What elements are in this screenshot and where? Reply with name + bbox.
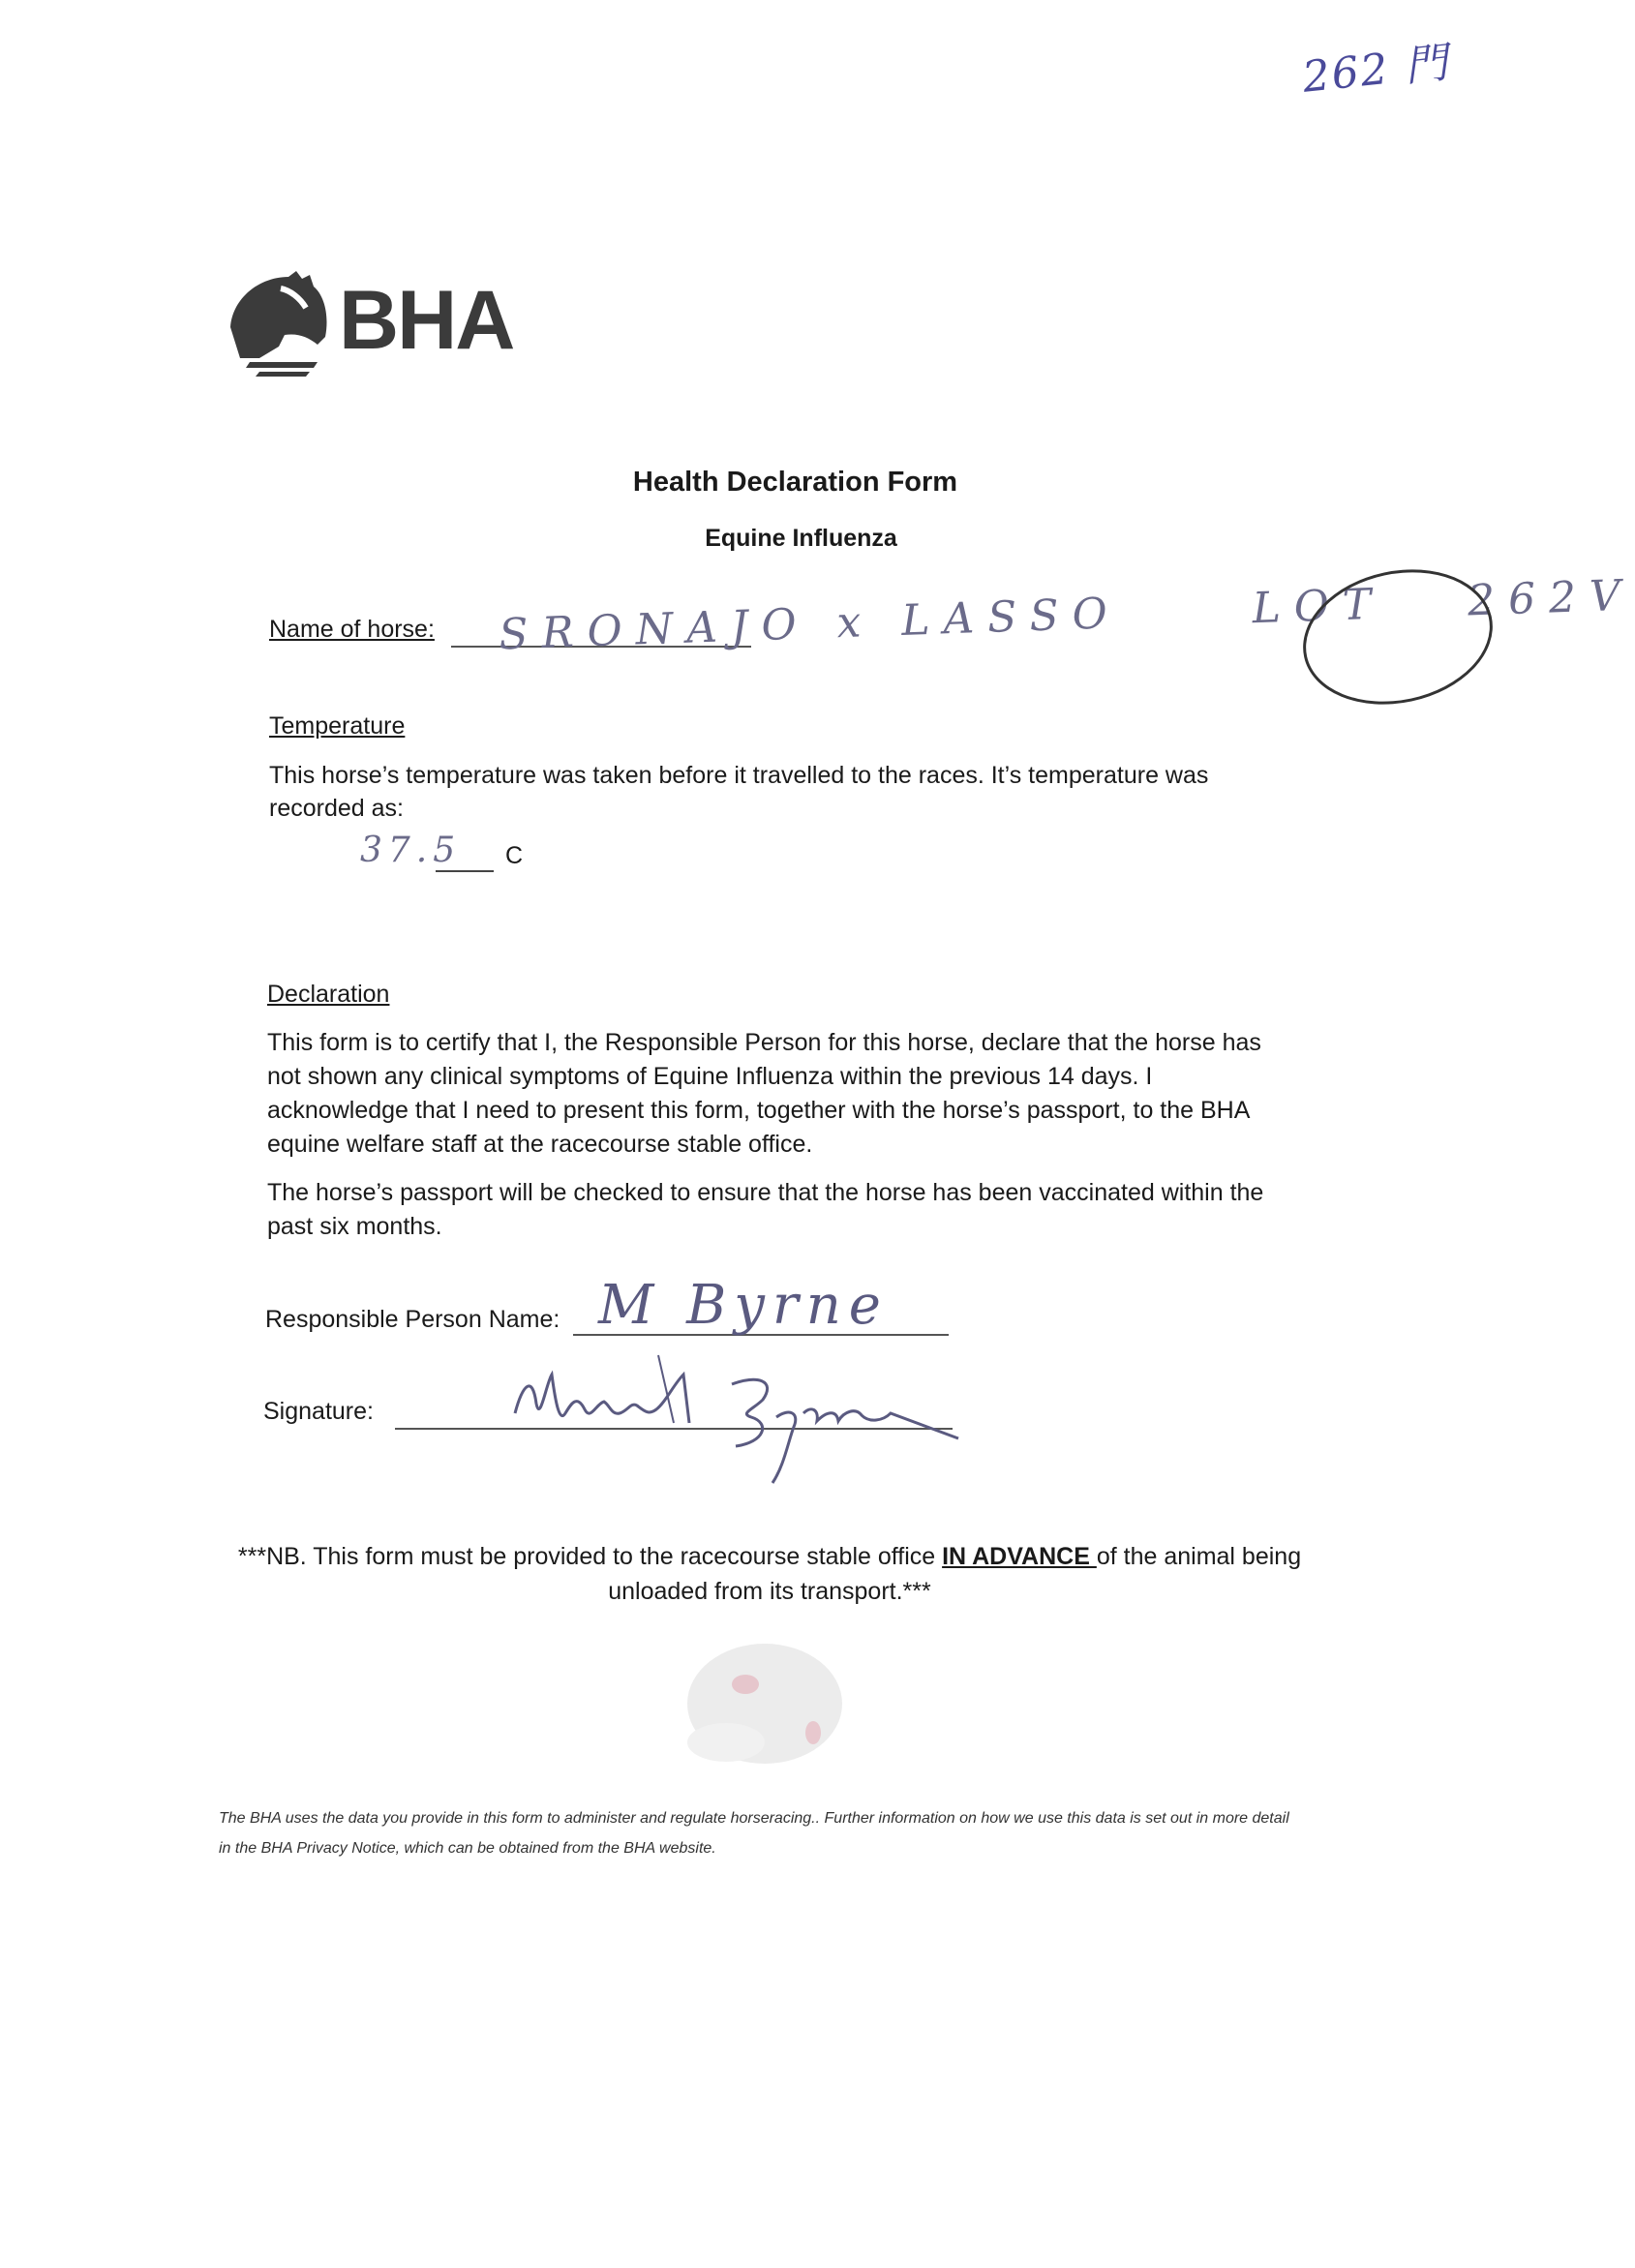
- corner-handwritten-note: 262 門: [1300, 38, 1452, 103]
- declaration-text: This form is to certify that I, the Responsible Person for this horse, declare that the horse has not shown any clinical symptoms of Equine Influenza within the previous 14 days. I acknowledge that I need to present this form, together with the horse’s passport, to the BHA equine welfare staff at the racecourse stable office.: [267, 1029, 1261, 1158]
- horse-name-value: SRONAJO x LASSO: [498, 589, 1122, 660]
- form-title-text: Health Declaration Form: [632, 467, 958, 498]
- form-subtitle-text: Equine Influenza: [705, 525, 897, 552]
- signature-scribble: [503, 1346, 968, 1491]
- form-title: [0, 467, 1594, 499]
- logo-text: BHA: [339, 274, 514, 367]
- nb-notice-emphasis: IN ADVANCE: [942, 1543, 1097, 1570]
- passport-text: The horse’s passport will be checked to ensure that the horse has been vaccinated within the past six months.: [267, 1179, 1264, 1240]
- form-subtitle: [0, 525, 1594, 553]
- declaration-heading: Declaration: [267, 981, 390, 1008]
- temperature-text: This horse’s temperature was taken before it travelled to the races. It’s temperature was recorded as:: [269, 762, 1209, 822]
- signature-label: Signature:: [263, 1398, 374, 1425]
- temperature-heading: Temperature: [269, 712, 406, 740]
- responsible-person-label: Responsible Person Name:: [265, 1306, 560, 1333]
- privacy-notice: The BHA uses the data you provide in this form to administer and regulate horseracing.. Further information on how we use this data is set out in more detail in the BHA Privacy Notice, which can be obtained from the BHA website.: [219, 1810, 1289, 1857]
- stamp-smudge: [668, 1636, 862, 1781]
- responsible-person-handwritten: M Byrne: [598, 1274, 889, 1337]
- nb-notice-text: ***NB. This form must be provided to the racecourse stable office: [237, 1543, 943, 1570]
- nb-notice: [232, 1539, 1307, 1609]
- name-of-horse-label: Name of horse:: [269, 616, 435, 643]
- lot-number: 262V: [1467, 570, 1635, 626]
- temperature-value-handwritten: 37.5: [360, 831, 462, 870]
- temperature-unit: C: [505, 842, 524, 869]
- temperature-line: [436, 870, 494, 872]
- nb-notice-text-end: of the animal being unloaded from its transport.***: [608, 1543, 1302, 1605]
- lot-label: LOT: [1251, 579, 1386, 634]
